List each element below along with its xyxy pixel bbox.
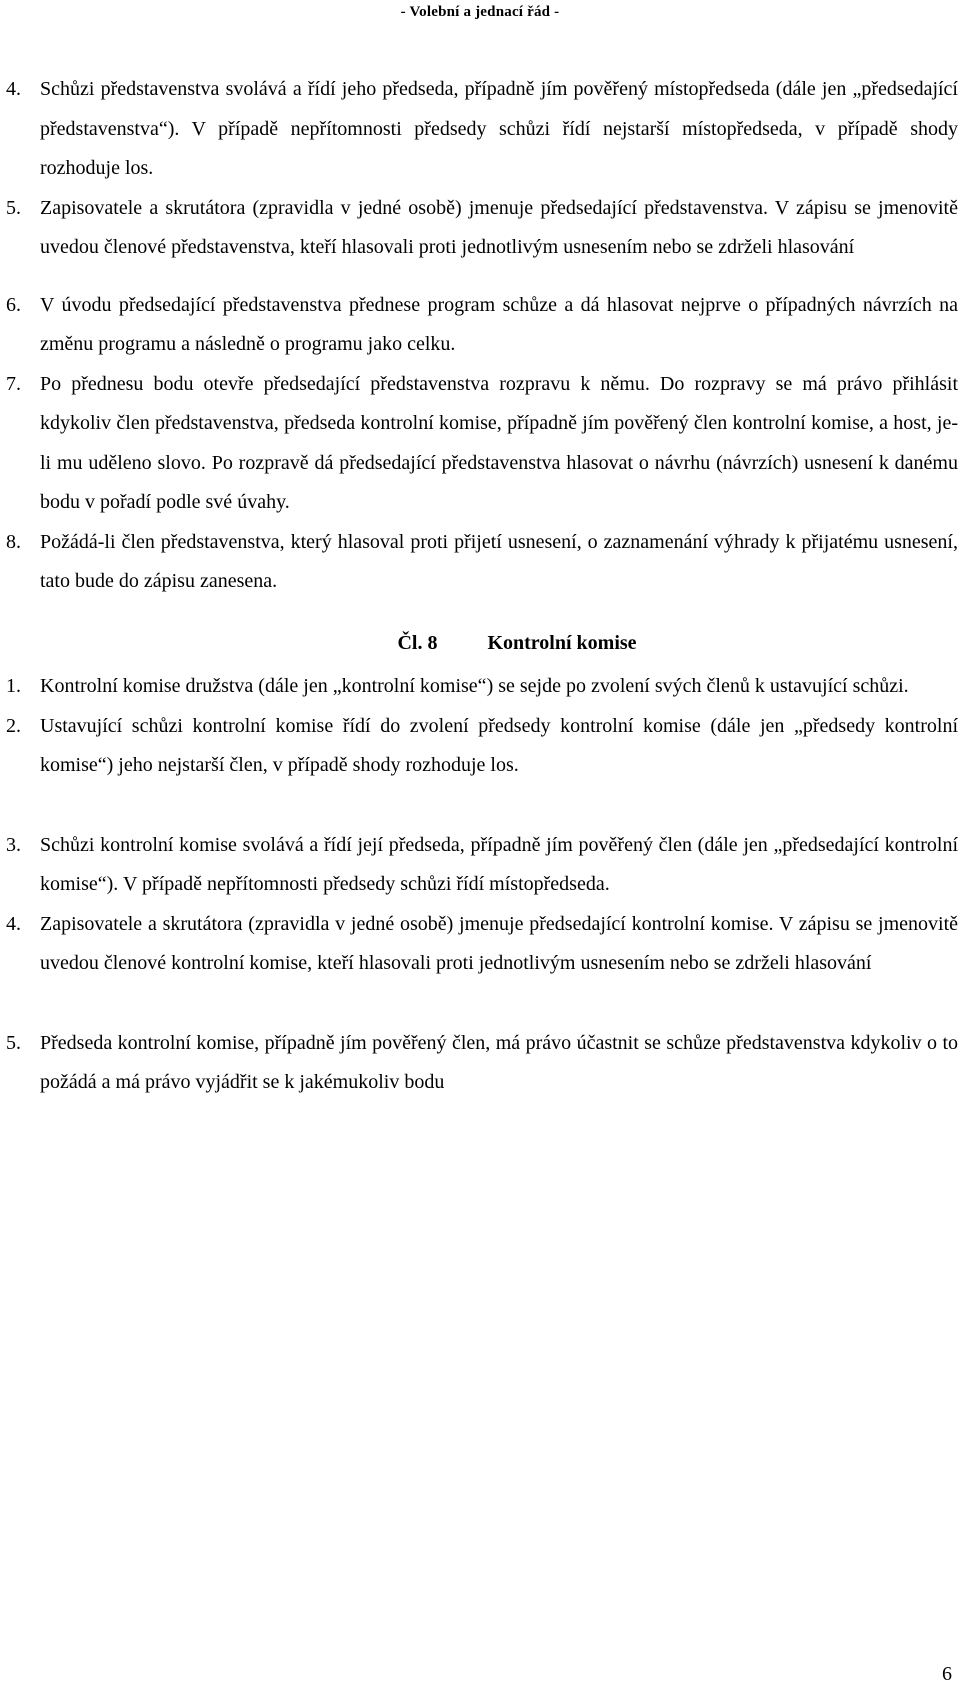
item-text: V úvodu předsedající představenstva přednese program schůze a dá hlasovat nejprve o případných návrzích na změnu programu a následně o programu jako celku.: [40, 293, 958, 355]
running-header: - Volební a jednací řád -: [400, 4, 560, 20]
item-text: Schůzi představenstva svolává a řídí jeho předseda, případně jím pověřený místopředseda (dále jen „předsedající představenstva“). V případě nepřítomnosti předsedy schůzi řídí nejstarší místopředseda, v případě shody rozhoduje los.: [40, 78, 958, 179]
list-item: [6, 523, 958, 602]
list-item: [6, 826, 958, 905]
article-number: Čl. 8: [397, 631, 438, 654]
list-item: [6, 707, 958, 786]
item-number: 4.: [6, 912, 21, 935]
item-number: 8.: [6, 530, 21, 553]
item-number: 5.: [6, 1031, 21, 1054]
item-number: 5.: [6, 196, 21, 219]
item-number: 3.: [6, 833, 21, 856]
page-number: 6: [942, 1663, 952, 1685]
item-text: Předseda kontrolní komise, případně jím pověřený člen, má právo účastnit se schůze představenstva kdykoliv o to požádá a má právo vyjádřit se k jakémukoliv bodu: [40, 1031, 958, 1093]
list-item: [6, 1024, 958, 1103]
list-item: [6, 667, 958, 707]
spacer: [6, 786, 958, 826]
section-heading: [6, 624, 958, 664]
item-text: Ustavující schůzi kontrolní komise řídí do zvolení předsedy kontrolní komise (dále jen „předsedy kontrolní komise“) jeho nejstarší člen, v případě shody rozhoduje los.: [40, 714, 958, 776]
spacer: [6, 268, 958, 286]
item-text: Kontrolní komise družstva (dále jen „kontrolní komise“) se sejde po zvolení svých členů k ustavující schůzi.: [40, 675, 909, 697]
list-item: [6, 70, 958, 189]
item-number: 1.: [6, 675, 21, 697]
list-item: [6, 189, 958, 268]
spacer: [6, 984, 958, 1024]
item-text: Po přednesu bodu otevře předsedající představenstva rozpravu k němu. Do rozpravy se má právo přihlásit kdykoliv člen představenstva, předseda kontrolní komise, případně jím pověřený člen kontrolní komise, a host, je-li mu uděleno slovo. Po rozpravě dá předsedající představenstva hlasovat o návrhu (návrzích) usnesení k danému bodu v pořadí podle své úvahy.: [40, 372, 958, 513]
item-text: Požádá-li člen představenstva, který hlasoval proti přijetí usnesení, o zaznamenání výhrady k přijatému usnesení, tato bude do zápisu zanesena.: [40, 530, 958, 592]
list-item: [6, 365, 958, 523]
item-text: Schůzi kontrolní komise svolává a řídí její předseda, případně jím pověřený člen (dále jen „předsedající kontrolní komise“). V případě nepřítomnosti předsedy schůzi řídí místopředseda.: [40, 833, 958, 895]
item-number: 2.: [6, 714, 21, 737]
item-text: Zapisovatele a skrutátora (zpravidla v jedné osobě) jmenuje předsedající kontrolní komise. V zápisu se jmenovitě uvedou členové kontrolní komise, kteří hlasovali proti jednotlivým usnesením nebo se zdrželi hlasování: [40, 912, 958, 974]
item-number: 4.: [6, 78, 21, 100]
document-body: [6, 70, 958, 1103]
item-text: Zapisovatele a skrutátora (zpravidla v jedné osobě) jmenuje předsedající představenstva. V zápisu se jmenovitě uvedou členové představenstva, kteří hlasovali proti jednotlivým usnesením nebo se zdrželi hlasování: [40, 196, 958, 258]
list-item: [6, 286, 958, 365]
list-item: [6, 905, 958, 984]
section-title: Kontrolní komise: [487, 631, 637, 654]
item-number: 7.: [6, 372, 21, 395]
item-number: 6.: [6, 293, 21, 316]
